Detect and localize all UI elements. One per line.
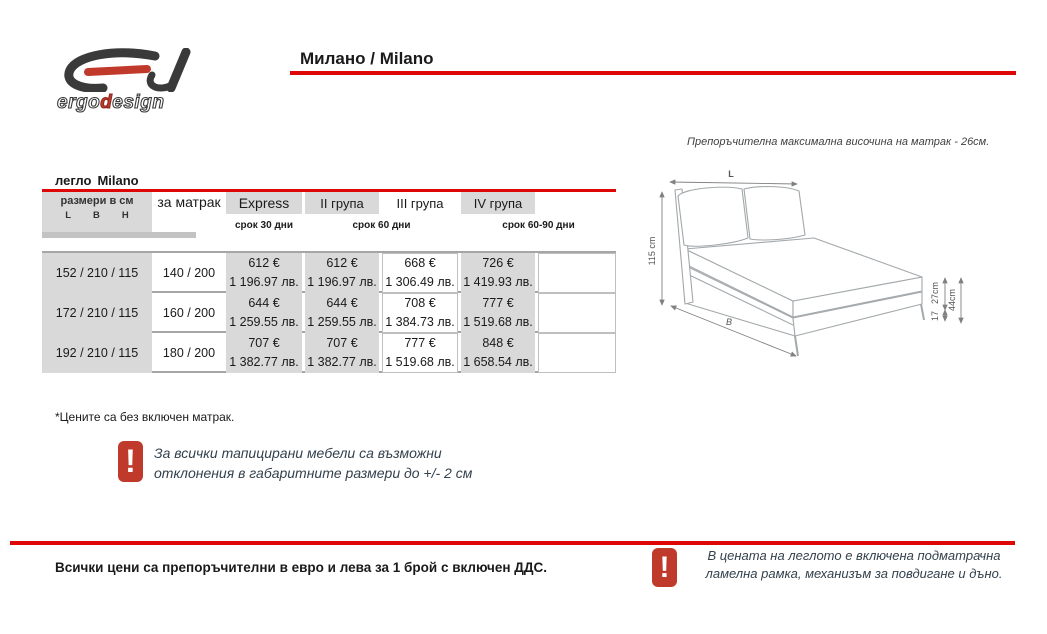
price-cell-group4 [461,293,535,333]
exclamation-icon: ! [118,441,143,482]
price-bgn: 1 259.55 лв. [229,315,299,329]
price-bgn: 1 384.73 лв. [385,315,455,329]
tolerance-line-1: За всички тапицирани мебели са възможни [154,445,442,461]
axis-label-b: B [93,210,100,221]
term-60-90-days: срок 60-90 дни [502,219,575,231]
term-30-days: срок 30 дни [235,219,293,231]
axes-labels [65,210,129,221]
exclamation-icon: ! [652,548,677,587]
included-line-1: В цената на леглото е включена подматрачна [707,548,1001,563]
tolerance-line-2: отклонения в габаритните размери до +/- 2 см [154,465,473,481]
bed-drawing [645,158,990,408]
mattress-value: 140 / 200 [162,265,216,280]
bed-leg-right [921,304,924,320]
mattress-height-note: Препоръчителна максимална височина на матрак - 26см. [687,136,990,148]
dim-label-leg: 17 [930,310,940,322]
dims-cell [42,333,152,373]
price-eur: 707 € [326,336,358,350]
price-cell-express [226,253,302,293]
table-row [42,291,616,331]
bed-leg-front [795,336,798,356]
pillow-left [678,187,748,246]
price-cell-group2 [305,293,379,333]
footer-price-note: Всички цени са препоръчителни в евро и лева за 1 брой с включен ДДС. [55,560,547,575]
tolerance-warning-text [154,443,472,483]
col-header-group-4: IV група [461,192,535,214]
included-warning-text [694,547,1014,583]
table-caption-type: легло [55,173,92,188]
dimensions-label: размери в см [60,195,134,207]
table-row [42,331,616,371]
price-cell-express [226,293,302,333]
price-cell-group2 [305,253,379,293]
included-line-2: ламелна рамка, механизъм за повдигане и дъно. [705,566,1003,581]
empty-cell [538,333,616,373]
price-bgn: 1 519.68 лв. [385,355,455,369]
dim-label-width: L [728,169,734,179]
price-cell-group3 [382,293,458,333]
dim-line-width [670,182,797,184]
footer-divider [10,541,1015,545]
empty-cell [538,293,616,333]
bed-diagram [645,158,990,408]
dims-value: 192 / 210 / 115 [55,345,139,360]
price-bgn: 1 382.77 лв. [229,355,299,369]
price-cell-group3 [382,333,458,373]
table-body [42,251,616,373]
mattress-value: 180 / 200 [162,345,216,360]
price-bgn: 1 196.97 лв. [229,275,299,289]
table-row [42,251,616,291]
wordmark-pre: ergo [57,92,101,113]
price-eur: 707 € [248,336,280,350]
price-cell-express [226,333,302,373]
price-eur: 668 € [404,256,436,270]
dim-label-frame: 27cm [930,281,940,305]
dim-label-length: B [725,317,733,327]
col-header-group-2: II група [305,192,379,214]
col-header-empty [538,192,616,214]
dims-cell [42,253,152,293]
price-cell-group4 [461,333,535,373]
table-caption-model: Milano [97,173,139,188]
price-bgn: 1 196.97 лв. [307,275,377,289]
price-bgn: 1 519.68 лв. [463,315,533,329]
price-eur: 644 € [248,296,280,310]
price-eur: 848 € [482,336,514,350]
mattress-cell [155,333,223,373]
pillow-right [744,187,805,240]
col-header-group-3: III група [396,195,444,211]
page-title: Милано / Milano [300,49,434,68]
dim-label-height: 115 cm [647,236,657,266]
price-eur: 777 € [482,296,514,310]
empty-cell [538,253,616,293]
price-eur: 644 € [326,296,358,310]
mattress-cell [155,293,223,333]
price-bgn: 1 419.93 лв. [463,275,533,289]
price-eur: 612 € [326,256,358,270]
table-header [42,192,616,232]
table-caption [55,173,139,188]
wordmark-post: esign [112,92,165,113]
dim-label-total: 44cm [947,288,957,312]
price-cell-group4 [461,253,535,293]
col-header-group-express: Express [226,192,302,214]
price-bgn: 1 306.49 лв. [385,275,455,289]
axis-label-l: L [65,210,72,221]
brand-logo-icon [55,48,205,92]
wordmark-red-d: d [100,92,113,113]
dims-cell [42,293,152,333]
mattress-cell [155,253,223,293]
price-eur: 726 € [482,256,514,270]
title-underline [290,71,1016,75]
price-eur: 777 € [404,336,436,350]
term-60-days: срок 60 дни [352,219,411,231]
price-eur: 708 € [404,296,436,310]
col-header-mattress: за матрак [157,194,221,210]
price-bgn: 1 259.55 лв. [307,315,377,329]
price-bgn: 1 658.54 лв. [463,355,533,369]
col-header-dimensions [42,192,152,232]
price-eur: 612 € [248,256,280,270]
price-cell-group2 [305,333,379,373]
dims-value: 152 / 210 / 115 [55,265,139,280]
brand-logo [55,48,207,118]
price-footnote: *Цените са без включен матрак. [55,410,235,424]
dims-value: 172 / 210 / 115 [55,305,139,320]
header-strip [42,232,196,238]
axis-label-h: H [121,210,129,221]
brand-wordmark [57,92,207,114]
mattress-value: 160 / 200 [162,305,216,320]
price-bgn: 1 382.77 лв. [307,355,377,369]
price-cell-group3 [382,253,458,293]
